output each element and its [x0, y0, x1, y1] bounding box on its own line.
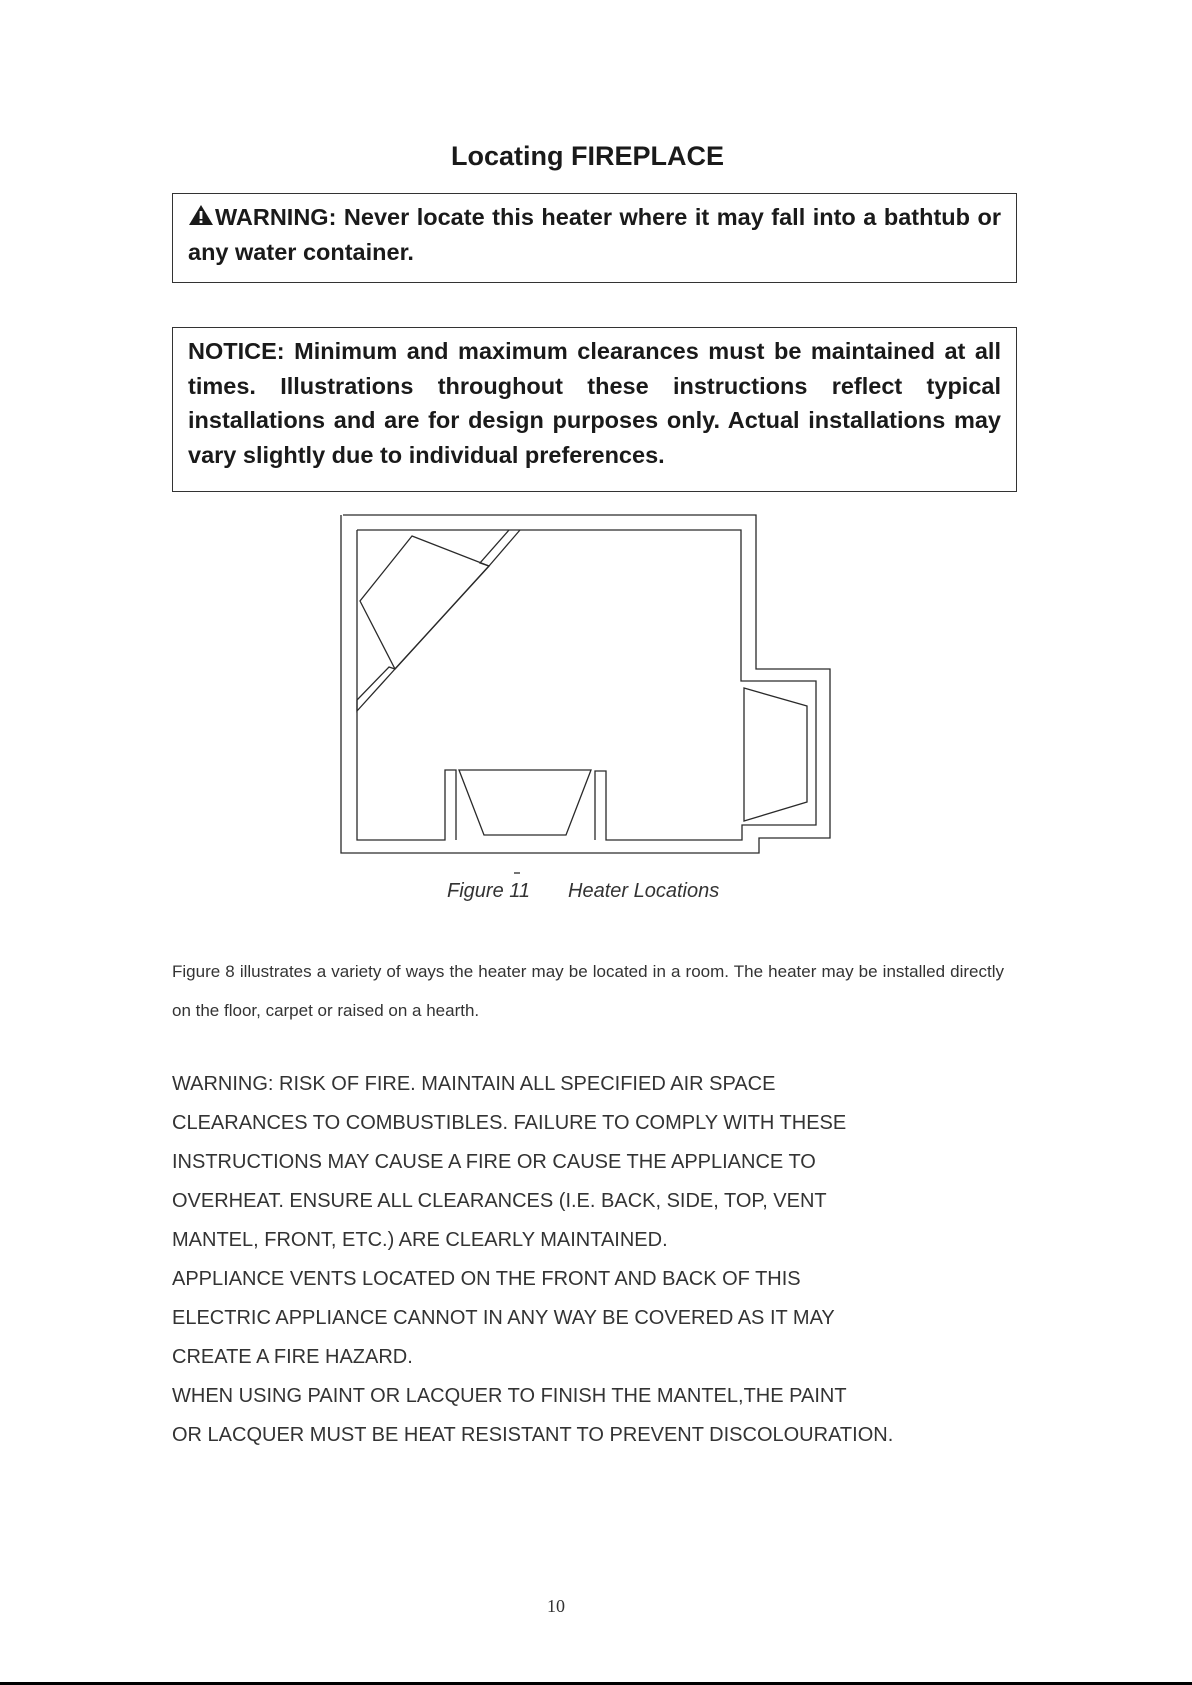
figure-title: Heater Locations	[568, 880, 720, 902]
fire-warning-line: CREATE A FIRE HAZARD.	[172, 1346, 413, 1368]
fire-warning-line: WHEN USING PAINT OR LACQUER TO FINISH THE MANTEL,THE PAINT	[172, 1385, 847, 1407]
fire-warning-line: INSTRUCTIONS MAY CAUSE A FIRE OR CAUSE THE APPLIANCE TO	[172, 1151, 816, 1173]
warning-box	[172, 193, 1017, 283]
fire-warning-line: WARNING: RISK OF FIRE. MAINTAIN ALL SPECIFIED AIR SPACE	[172, 1073, 776, 1095]
warning-text: WARNING: Never locate this heater where it may fall into a bathtub or any water container.	[188, 204, 1001, 265]
warning-triangle-icon	[188, 204, 214, 226]
room-inner-wall-right	[357, 530, 816, 840]
fire-warning-line: CLEARANCES TO COMBUSTIBLES. FAILURE TO COMPLY WITH THESE	[172, 1112, 847, 1134]
fire-warning-line: APPLIANCE VENTS LOCATED ON THE FRONT AND BACK OF THIS	[172, 1268, 801, 1290]
notice-box	[172, 327, 1017, 492]
fire-warning-line: ELECTRIC APPLIANCE CANNOT IN ANY WAY BE COVERED AS IT MAY	[172, 1307, 835, 1329]
right-heater	[744, 688, 807, 821]
heater-locations-figure	[338, 512, 833, 882]
fire-warning-block	[172, 1065, 1032, 1455]
fire-warning-line: OR LACQUER MUST BE HEAT RESISTANT TO PREVENT DISCOLOURATION.	[172, 1424, 894, 1446]
page-number: 10	[547, 1596, 565, 1616]
fire-warning-line: OVERHEAT. ENSURE ALL CLEARANCES (I.E. BACK, SIDE, TOP, VENT	[172, 1190, 827, 1212]
figure-number: Figure 11	[447, 880, 531, 902]
room-outer-wall	[341, 515, 830, 853]
notice-text: NOTICE: Minimum and maximum clearances must be maintained at all times. Illustrations throughout these instructions reflect typical installations and are for design purposes only. Actual installations may vary slightly due to individual preferences.	[188, 338, 1001, 468]
corner-heater	[360, 536, 489, 669]
corner-hearth-lower	[357, 667, 395, 711]
bottom-heater	[459, 770, 591, 835]
body-paragraph: Figure 8 illustrates a variety of ways the heater may be located in a room. The heater may be installed directly on the floor, carpet or raised on a hearth.	[172, 962, 1004, 1020]
fire-warning-line: MANTEL, FRONT, ETC.) ARE CLEARLY MAINTAINED.	[172, 1229, 668, 1251]
page-title: Locating FIREPLACE	[450, 141, 724, 171]
